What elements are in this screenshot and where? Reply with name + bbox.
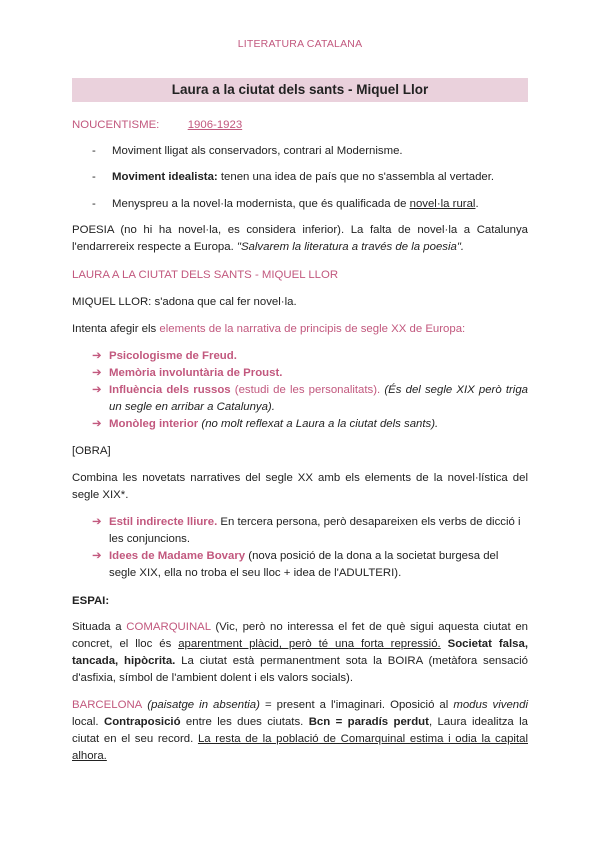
item-highlight: Influència dels russos (109, 384, 231, 396)
intenta-highlight: elements de la narrativa de principis de segle XX de Europa: (159, 323, 466, 335)
poesia-quote: "Salvarem la literatura a través de la poesia". (236, 241, 465, 253)
poesia-paragraph (72, 222, 528, 256)
arrow-icon: ➔ (92, 384, 102, 396)
miquel-line: MIQUEL LLOR: s'adona que cal fer novel·la. (72, 296, 297, 308)
bold-phrase: Bcn = paradís perdut (308, 716, 429, 728)
arrow-icon: ➔ (92, 550, 102, 562)
italic-phrase: modus vivendi (453, 699, 528, 711)
item-highlight: Idees de Madame Bovary (109, 550, 246, 562)
dash-marker: - (92, 171, 96, 183)
text-run: (nova posició de la dona a la societat burgesa del segle XIX, ella no troba el seu lloc + idea de l'ADULTERI). (109, 550, 499, 579)
arrow-icon: ➔ (92, 418, 102, 430)
text-run: Intenta afegir els (72, 323, 160, 335)
barcelona-paragraph (72, 697, 528, 765)
obra-label: [OBRA] (72, 445, 111, 457)
text-run: (Vic, però no interessa el fet de què sigui aquesta ciutat en concret, el lloc és (72, 621, 528, 650)
list-item (92, 348, 528, 365)
list-item-text (109, 348, 528, 365)
text-run: La ciutat està permanentment sota la BOIRA (metàfora sensació d'asfixia, símbol de l'ambient dolent i els valors socials). (72, 655, 528, 684)
item-highlight: Psicologisme de Freud. (109, 350, 237, 362)
underlined-phrase: aparentment plàcid, però té una forta repressió. (178, 638, 441, 650)
text-run: POESIA (no hi ha novel·la, es considera inferior). La falta de novel·la a Catalunya l'endarrereix respecte a Europa. (72, 224, 528, 253)
list-item-text (109, 382, 528, 415)
bold-phrase: Moviment idealista: (112, 171, 218, 183)
noucentisme-label: NOUCENTISME: (72, 119, 160, 131)
item-highlight: Estil indirecte lliure. (109, 516, 218, 528)
item-note: (no molt reflexat a Laura a la ciutat dels sants). (198, 418, 439, 430)
list-item-text (109, 548, 528, 581)
list-item (92, 382, 528, 415)
arrow-icon: ➔ (92, 350, 102, 362)
espai-heading: ESPAI: (72, 595, 110, 607)
list-item-text (112, 169, 528, 186)
text-run: entre les dues ciutats. (180, 716, 309, 728)
page-title: Laura a la ciutat dels sants - Miquel Llor (72, 78, 528, 102)
arrow-icon: ➔ (92, 367, 102, 379)
situada-paragraph (72, 619, 528, 687)
item-highlight-secondary: (estudi de les personalitats). (230, 384, 381, 396)
bold-phrase: Contraposició (103, 716, 181, 728)
list-item-text (109, 416, 528, 433)
italic-phrase: (paisatge in absentia) (142, 699, 260, 711)
noucentisme-dates: 1906-1923 (187, 119, 243, 131)
arrow-icon: ➔ (92, 516, 102, 528)
list-item-text (109, 365, 528, 382)
comarquinal-highlight: COMARQUINAL (126, 621, 211, 633)
item-highlight: Monòleg interior (109, 418, 199, 430)
item-note: (És del segle XIX però triga un segle en arribar a Catalunya). (109, 384, 528, 413)
text-run: En tercera persona, però desapareixen els verbs de dicció i les conjuncions. (109, 516, 521, 545)
list-item (92, 416, 528, 433)
list-item (92, 365, 528, 382)
list-item (92, 548, 528, 581)
list-item-text: Moviment lligat als conservadors, contrari al Modernisme. (112, 145, 403, 157)
text-run: , Laura idealitza la ciutat en el seu record. (72, 716, 528, 745)
list-item-text (109, 514, 528, 547)
document-header: LITERATURA CATALANA (237, 38, 363, 50)
underlined-phrase: novel·la rural (409, 198, 476, 210)
barcelona-highlight: BARCELONA (72, 699, 143, 711)
dash-marker: - (92, 145, 96, 157)
text-run: = present a l'imaginari. Oposició al (259, 699, 454, 711)
list-item-text (112, 196, 528, 213)
underlined-phrase: La resta de la població de Comarquinal estima i odia la capital alhora. (72, 733, 528, 762)
text-run: local. (72, 716, 104, 728)
text-run: Menyspreu a la novel·la modernista, que és qualificada de (112, 198, 410, 210)
bold-phrase: Societat falsa, tancada, hipòcrita. (72, 638, 528, 667)
text-run: tenen una idea de país que no s'assembla al vertader. (217, 171, 495, 183)
combina-paragraph: Combina les novetats narratives del segle XX amb els elements de la novel·lística del segle XIX*. (72, 472, 528, 501)
list-item (92, 514, 528, 547)
text-run: Situada a (72, 621, 127, 633)
noucentisme-line (72, 117, 528, 134)
text-run: . (475, 198, 479, 210)
item-highlight: Memòria involuntària de Proust. (109, 367, 283, 379)
section-heading: LAURA A LA CIUTAT DELS SANTS - MIQUEL LLOR (72, 269, 339, 281)
dash-marker: - (92, 198, 96, 210)
intenta-line (72, 321, 528, 338)
